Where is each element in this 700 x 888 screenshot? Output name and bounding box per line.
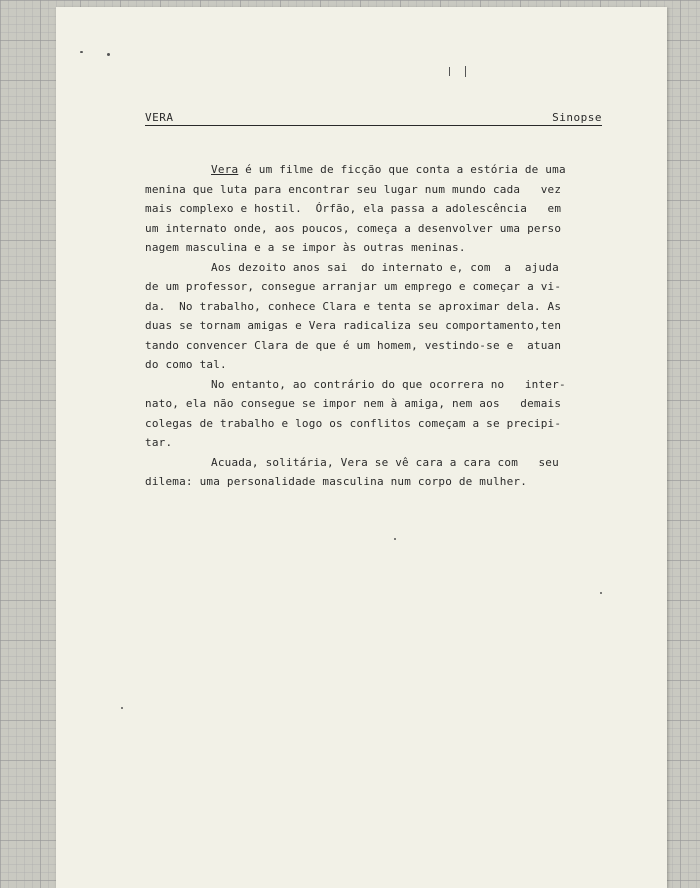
text-line: mais complexo e hostil. Órfão, ela passa a adolescência em [145, 202, 562, 215]
synopsis-text [145, 160, 602, 492]
page-header [145, 105, 602, 126]
paragraph [145, 258, 602, 375]
text-line: nagem masculina e a se impor às outras meninas. [145, 241, 466, 254]
text-line: Acuada, solitária, Vera se vê cara a cara com seu [211, 455, 559, 469]
text-line: Vera é um filme de ficção que conta a estória de uma [211, 163, 566, 176]
text-line: colegas de trabalho e logo os conflitos começam a se precipi- [145, 416, 562, 430]
text-line: No entanto, ao contrário do que ocorrera no inter- [211, 377, 566, 391]
paper-speck [449, 67, 450, 76]
paper-speck [600, 592, 602, 594]
text-line: da. No trabalho, conhece Clara e tenta se aproximar dela. As [145, 299, 562, 313]
text-line: do como tal. [145, 358, 227, 371]
paper-speck [465, 66, 466, 77]
paragraph [145, 160, 602, 258]
film-title-underlined: Vera [211, 163, 239, 176]
typewritten-page [56, 7, 667, 888]
paragraph [145, 375, 602, 453]
text-line: tar. [145, 436, 173, 449]
text-line: menina que luta para encontrar seu lugar num mundo cada vez [145, 182, 562, 196]
text-line: duas se tornam amigas e Vera radicaliza seu comportamento,ten [145, 319, 562, 332]
text-line: tando convencer Clara de que é um homem, vestindo-se e atuan [145, 338, 562, 352]
text-line: nato, ela não consegue se impor nem à amiga, nem aos demais [145, 397, 562, 410]
text-line: dilema: uma personalidade masculina num corpo de mulher. [145, 475, 528, 488]
text-line: de um professor, consegue arranjar um emprego e começar a vi- [145, 280, 562, 293]
document-title: VERA [145, 111, 174, 124]
paper-speck [107, 53, 110, 56]
paper-speck [80, 51, 83, 53]
section-title: Sinopse [552, 111, 602, 124]
paper-speck [121, 707, 123, 709]
paper-speck [394, 538, 396, 540]
text-line: um internato onde, aos poucos, começa a desenvolver uma perso [145, 221, 562, 235]
paragraph [145, 453, 602, 492]
text-line: Aos dezoito anos sai do internato e, com a ajuda [211, 260, 559, 274]
